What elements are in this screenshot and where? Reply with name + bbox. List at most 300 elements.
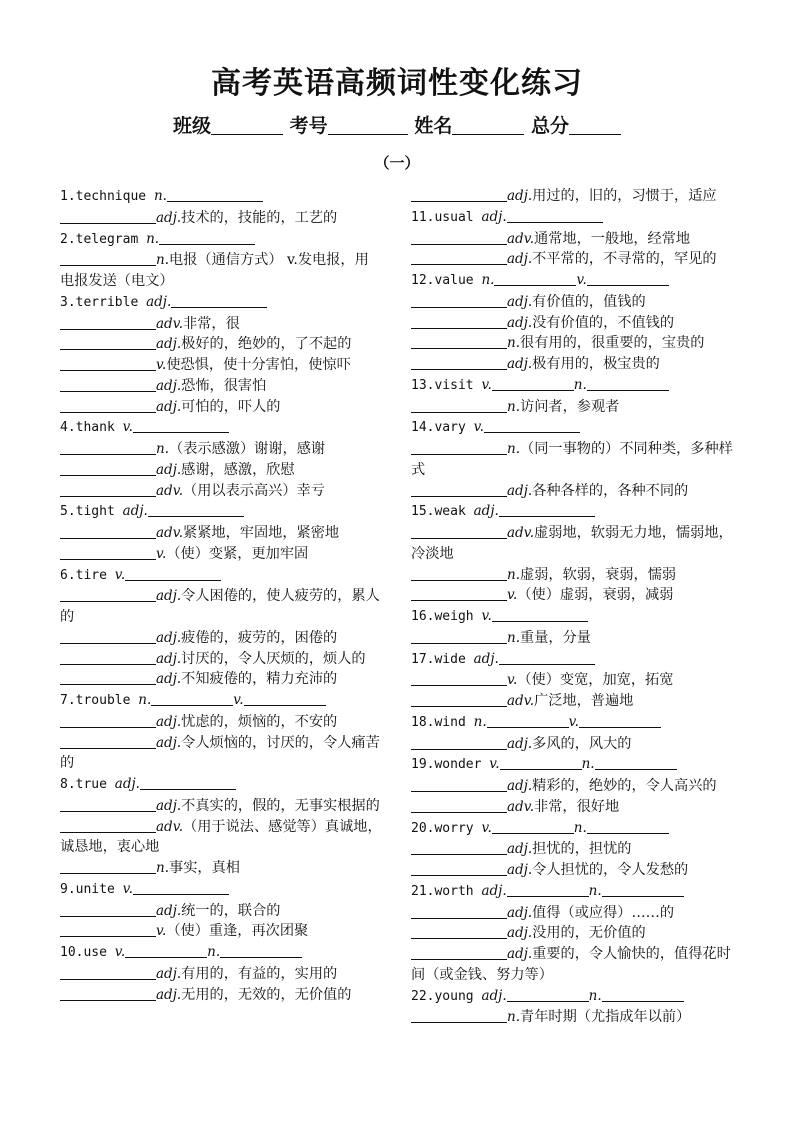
part-of-speech: v. [156,545,167,562]
part-of-speech: adj. [507,778,533,794]
answer-blank[interactable] [484,417,580,433]
derivative-line [411,923,733,944]
derivative-line [411,944,733,986]
answer-blank[interactable] [579,712,661,728]
derivative-line [411,249,733,270]
headword: worry [434,820,482,836]
entry-number: 1. [60,189,76,204]
student-info-line [0,111,794,138]
answer-blank[interactable] [411,565,507,581]
definition-text: （表示感激）谢谢，感谢 [169,441,326,457]
part-of-speech: v. [489,756,500,773]
part-of-speech: v. [576,272,587,288]
answer-blank[interactable] [60,712,156,728]
part-of-speech: v. [156,923,167,940]
answer-blank[interactable] [507,986,589,1002]
part-of-speech: v. [481,608,492,624]
part-of-speech: n. [207,944,221,960]
derivative-line [60,439,382,460]
part-of-speech: adj. [122,503,148,520]
entry-number: 20. [411,820,435,836]
entry-number: 18. [411,714,435,730]
derivative-line [60,544,382,565]
entry-number: 11. [411,209,435,225]
definition-text: （使）虚弱，衰弱，减弱 [517,587,674,604]
answer-blank[interactable] [60,796,156,812]
answer-blank[interactable] [411,585,507,601]
definition-text: 非常，很 [183,315,240,332]
derivative-line [60,355,382,376]
derivative-line [411,839,733,860]
part-of-speech: n. [156,252,169,269]
definition-text: 紧紧地，牢固地，紧密地 [183,525,340,541]
definition-text: 讨厌的，令人厌烦的，烦人的 [181,650,366,667]
answer-blank[interactable] [595,754,677,770]
headword: telegram [75,231,147,247]
part-of-speech: adv. [156,315,184,332]
headword: tire [75,567,115,583]
definition-text: 感谢，感激，欣慰 [181,461,295,478]
answer-blank[interactable] [602,986,684,1002]
page-title: 高考英语高频词性变化练习 [211,66,583,101]
definition-text: 很有用的，很重要的，宝贵的 [520,335,705,352]
derivative-line [60,858,382,879]
class-field[interactable] [211,116,283,135]
definition-text: 非常，很好地 [534,798,620,815]
definition-text: 没有价值的，不值钱的 [532,314,675,331]
answer-blank[interactable] [60,397,156,413]
part-of-speech: adv. [507,693,535,709]
entry-number: 8. [60,777,76,792]
entry-number: 3. [60,294,76,310]
headword: wind [434,714,474,730]
headword: weigh [434,609,482,624]
part-of-speech: adj. [156,986,182,1003]
part-of-speech: adj. [507,356,533,372]
part-of-speech: adj. [156,398,182,415]
part-of-speech: n. [588,987,602,1004]
part-of-speech: n. [507,441,520,457]
total-score-field[interactable] [569,116,621,135]
answer-blank[interactable] [411,776,507,792]
word-entry-heading [411,649,733,671]
answer-blank[interactable] [411,944,507,960]
definition-text: （用以表示高兴）幸亏 [183,482,325,499]
entry-number: 2. [60,231,76,247]
definition-text: 有价值的，值钱的 [532,293,646,310]
answer-blank[interactable] [125,565,221,581]
headword: thank [75,420,123,436]
derivative-line [411,186,733,207]
answer-blank[interactable] [587,818,669,834]
part-of-speech: adj. [473,503,499,520]
part-of-speech: n. [507,335,520,352]
part-of-speech: v. [481,819,492,836]
exam-number-label: 考号 [289,115,328,137]
derivative-line [60,733,382,775]
answer-blank[interactable] [60,921,156,937]
derivative-line [60,964,382,985]
answer-blank[interactable] [133,417,229,433]
part-of-speech: v. [114,566,126,583]
headword: technique [75,189,154,204]
part-of-speech: adj. [156,629,182,646]
part-of-speech: adj. [156,377,182,394]
part-of-speech: adj. [507,946,533,962]
part-of-speech: n. [588,882,602,899]
part-of-speech: adj. [114,776,140,792]
answer-blank[interactable] [148,501,244,517]
headword: true [75,777,115,792]
answer-blank[interactable] [507,207,603,223]
definition-text: （使）变紧，更加牢固 [166,545,309,562]
part-of-speech: adj. [156,713,182,730]
answer-blank[interactable] [492,818,574,834]
answer-blank[interactable] [60,901,156,917]
part-of-speech: adv. [507,798,535,815]
answer-blank[interactable] [411,249,507,265]
definition-text: 担忧的，担忧的 [532,841,632,858]
entry-number: 5. [60,504,76,520]
derivative-line [60,712,382,733]
part-of-speech: n. [156,441,169,457]
derivative-line [411,670,733,691]
word-entry-heading [411,712,733,734]
answer-blank[interactable] [587,270,669,286]
part-of-speech: adv. [507,230,535,247]
part-of-speech: adj. [156,671,182,688]
answer-blank[interactable] [60,250,156,266]
definition-text: 电报（通信方式） v.发电报，用电报发送（电文） [60,252,369,289]
answer-blank[interactable] [411,354,507,370]
answer-blank[interactable] [60,376,156,392]
definition-text: 通常地，一般地，经常地 [534,230,691,247]
derivative-line [60,649,382,670]
headword: tight [75,504,123,520]
part-of-speech: adj. [481,882,507,899]
definition-text: 令人烦恼的，讨厌的，令人痛苦的 [60,734,380,772]
answer-blank[interactable] [411,797,507,813]
definition-text: （用于说法、感觉等）真诚地，诚恳地，衷心地 [60,818,382,856]
definition-text: 虚弱，软弱，衰弱，懦弱 [520,566,677,583]
part-of-speech: adj. [156,461,182,478]
definition-text: 极好的，绝妙的，了不起的 [181,336,352,353]
derivative-line [411,439,733,481]
part-of-speech: adj. [507,482,533,499]
derivative-line [411,691,733,712]
part-of-speech: adj. [156,965,182,982]
part-of-speech: v. [122,419,133,436]
derivative-line [411,397,733,418]
derivative-line [411,523,733,565]
part-of-speech: adj. [156,650,182,667]
derivative-line [60,669,382,690]
word-entry-heading [411,375,733,397]
answer-blank[interactable] [507,881,589,897]
part-of-speech: adj. [507,904,533,921]
word-entry-heading [411,501,733,523]
answer-blank[interactable] [60,586,156,602]
part-of-speech: adj. [473,650,499,667]
part-of-speech: adj. [507,862,533,878]
part-of-speech: adj. [481,987,507,1004]
answer-blank[interactable] [411,670,507,686]
part-of-speech: adj. [507,841,533,858]
derivative-line [60,523,382,544]
answer-blank[interactable] [411,439,507,455]
word-entry-heading [60,774,382,796]
definition-text: 各种各样的，各种不同的 [532,482,689,499]
answer-blank[interactable] [159,229,255,245]
definition-text: 技术的，技能的，工艺的 [181,209,338,226]
derivative-line [60,985,382,1006]
entry-number: 6. [60,567,76,583]
answer-blank[interactable] [133,879,229,895]
section-heading: （一） [374,154,420,172]
headword: terrible [75,294,147,310]
part-of-speech: n. [573,376,587,393]
answer-blank[interactable] [411,903,507,919]
answer-blank[interactable] [60,817,156,833]
answer-blank[interactable] [60,628,156,644]
answer-blank[interactable] [220,942,302,958]
headword: wide [434,651,474,667]
headword: trouble [75,693,139,708]
part-of-speech: adj. [156,734,182,751]
derivative-line [411,292,733,313]
definition-text: （使）重逢，再次团聚 [166,923,309,940]
derivative-line [411,1007,733,1028]
answer-blank[interactable] [60,964,156,980]
answer-blank[interactable] [487,712,569,728]
definition-text: 值得（或应得）……的 [532,904,675,921]
answer-blank[interactable] [60,314,156,330]
definition-text: 没用的，无价值的 [532,925,646,942]
part-of-speech: adj. [156,902,182,919]
derivative-line [411,565,733,586]
left-column [60,186,382,1005]
derivative-line [60,460,382,481]
name-field[interactable] [452,116,524,135]
answer-blank[interactable] [411,397,507,413]
part-of-speech: adv. [156,525,184,541]
answer-blank[interactable] [411,1007,507,1023]
part-of-speech: adj. [156,588,182,605]
definition-text: 事实，真相 [169,860,240,876]
derivative-line [60,901,382,922]
answer-blank[interactable] [411,292,507,308]
derivative-line [411,628,733,649]
part-of-speech: adj. [146,293,172,310]
word-entry-heading [411,881,733,903]
answer-blank[interactable] [60,334,156,350]
derivative-line [411,860,733,881]
definition-text: 青年时期（尤指成年以前） [520,1009,691,1026]
answer-blank[interactable] [60,669,156,685]
headword: weak [434,504,474,520]
part-of-speech: adj. [156,797,182,814]
definition-text: 无用的，无效的，无价值的 [181,986,352,1003]
derivative-line [411,903,733,924]
answer-blank[interactable] [60,985,156,1001]
answer-blank[interactable] [125,942,207,958]
entry-number: 13. [411,377,435,393]
definition-text: 有用的，有益的，实用的 [181,965,338,982]
answer-blank[interactable] [492,375,574,391]
entry-number: 21. [411,883,435,899]
part-of-speech: n. [481,272,495,288]
definition-text: 不平常的，不寻常的，罕见的 [532,251,717,268]
part-of-speech: v. [568,713,579,730]
part-of-speech: v. [233,692,244,708]
answer-blank[interactable] [140,774,236,790]
answer-blank[interactable] [171,292,267,308]
headword: vary [434,420,474,436]
definition-text: 统一的，联合的 [181,902,281,919]
derivative-line [411,481,733,502]
definition-text: 重要的，令人愉快的，值得花时间（或金钱、努力等） [411,946,731,983]
part-of-speech: n. [581,756,595,773]
answer-blank[interactable] [60,733,156,749]
answer-blank[interactable] [411,923,507,939]
definition-text: 广泛地，普遍地 [534,693,634,709]
part-of-speech: v. [507,672,518,689]
headword: worth [434,883,482,899]
word-entry-heading [411,818,733,840]
answer-blank[interactable] [492,606,588,622]
definition-text: 恐怖，很害怕 [181,377,267,394]
word-entry-heading [60,690,382,712]
answer-blank[interactable] [411,333,507,349]
exam-number-field[interactable] [328,116,408,135]
definition-text: 令人担忧的，令人发愁的 [532,862,689,878]
answer-blank[interactable] [60,355,156,371]
answer-blank[interactable] [60,858,156,874]
derivative-line [411,313,733,334]
answer-blank[interactable] [499,649,595,665]
part-of-speech: adj. [156,209,182,226]
derivative-line [60,817,382,859]
definition-text: 虚弱地，软弱无力地，懦弱地，冷淡地 [411,525,733,562]
derivative-line [411,797,733,818]
word-entry-heading [60,186,382,208]
answer-blank[interactable] [60,523,156,539]
part-of-speech: v. [507,587,518,604]
word-entry-heading [411,986,733,1008]
word-entry-heading [60,501,382,523]
answer-blank[interactable] [60,460,156,476]
headword: wonder [434,757,490,773]
answer-blank[interactable] [60,208,156,224]
headword: use [83,945,115,960]
answer-blank[interactable] [411,839,507,855]
derivative-line [60,481,382,502]
word-entry-heading [60,229,382,251]
word-entry-heading [411,270,733,292]
definition-text: 用过的，旧的，习惯于，适应 [532,188,717,204]
word-entry-heading [60,417,382,439]
answer-blank[interactable] [60,439,156,455]
derivative-line [411,776,733,797]
part-of-speech: n. [507,398,520,415]
headword: unite [75,881,123,897]
part-of-speech: adv. [156,482,184,499]
part-of-speech: n. [153,188,167,204]
derivative-line [60,334,382,355]
entry-number: 7. [60,693,76,708]
part-of-speech: n. [138,692,152,708]
entry-number: 10. [60,945,84,960]
derivative-line [60,250,382,292]
word-entry-heading [60,879,382,901]
definition-text: 不真实的，假的，无事实根据的 [181,797,380,814]
part-of-speech: adj. [507,314,533,331]
answer-blank[interactable] [500,754,582,770]
part-of-speech: n. [507,1009,520,1026]
answer-blank[interactable] [60,649,156,665]
answer-blank[interactable] [244,690,326,706]
definition-text: （使）变宽，加宽，拓宽 [517,672,674,689]
definition-text: 精彩的，绝妙的，令人高兴的 [532,778,717,794]
definition-text: （同一事物的）不同种类，多种样式 [411,441,733,478]
headword: visit [434,377,482,393]
part-of-speech: adj. [507,188,533,204]
answer-blank[interactable] [411,186,507,202]
part-of-speech: n. [156,860,169,876]
word-entry-heading [60,565,382,587]
definition-text: 使恐惧，使十分害怕，使惊吓 [166,357,351,373]
answer-blank[interactable] [411,481,507,497]
derivative-line [411,333,733,354]
answer-blank[interactable] [411,229,507,245]
derivative-line [60,208,382,229]
derivative-line [411,585,733,606]
answer-blank[interactable] [167,186,263,202]
headword: usual [434,209,482,225]
answer-blank[interactable] [411,523,507,539]
answer-blank[interactable] [151,690,233,706]
answer-blank[interactable] [411,691,507,707]
definition-text: 可怕的，吓人的 [181,398,281,415]
part-of-speech: n. [507,566,520,583]
answer-blank[interactable] [411,313,507,329]
word-entry-heading [411,207,733,229]
definition-text: 多风的，风大的 [532,735,632,752]
answer-blank[interactable] [411,628,507,644]
definition-text: 忧虑的，烦恼的，不安的 [181,713,338,730]
definition-text: 不知疲倦的，精力充沛的 [181,671,338,688]
answer-blank[interactable] [602,881,684,897]
definition-text: 重量，分量 [520,629,591,646]
answer-blank[interactable] [411,734,507,750]
answer-blank[interactable] [411,860,507,876]
answer-blank[interactable] [587,375,669,391]
right-column [411,186,733,1028]
answer-blank[interactable] [60,544,156,560]
answer-blank[interactable] [499,501,595,517]
part-of-speech: adv. [507,525,535,541]
entry-number: 9. [60,881,76,897]
entry-number: 19. [411,757,435,773]
entry-number: 17. [411,651,435,667]
answer-blank[interactable] [60,481,156,497]
derivative-line [411,734,733,755]
answer-blank[interactable] [494,270,576,286]
entry-number: 16. [411,609,435,624]
part-of-speech: v. [156,357,167,373]
part-of-speech: v. [114,944,126,960]
derivative-line [60,376,382,397]
